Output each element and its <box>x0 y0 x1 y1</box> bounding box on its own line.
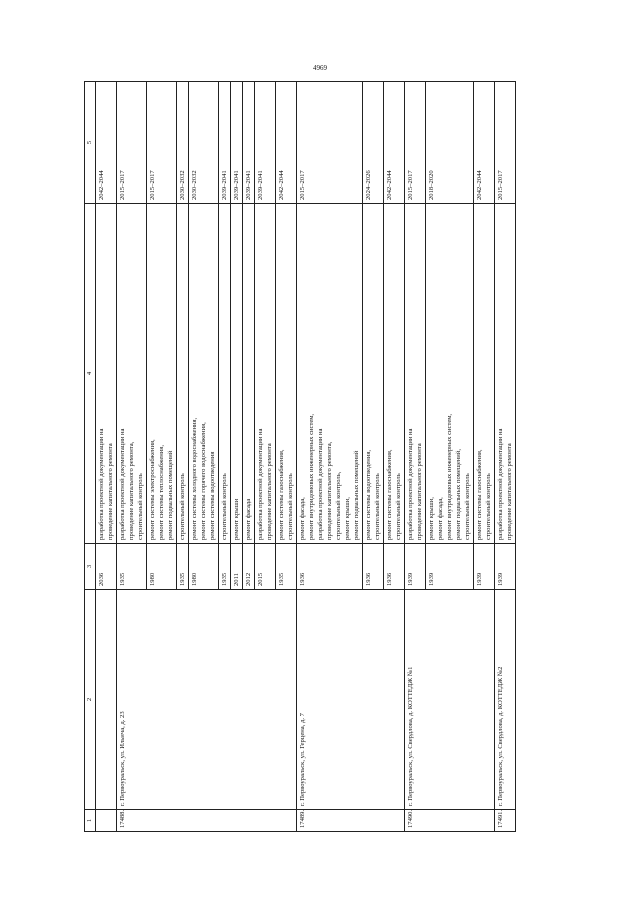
house-number-cell <box>384 810 405 832</box>
address-cell <box>255 590 276 810</box>
period-cell: 2024–2026 <box>363 82 384 204</box>
period-cell: 2042–2044 <box>384 82 405 204</box>
year-cell: 1936 <box>297 544 363 590</box>
column-header: 5 <box>85 82 96 204</box>
year-cell: 2012 <box>243 544 255 590</box>
works-cell <box>219 204 231 544</box>
period-cell: 2018–2020 <box>426 82 474 204</box>
address-cell: г. Первоуральск, ул. Ильича, д. 23 <box>117 590 147 810</box>
address-cell <box>243 590 255 810</box>
period-cell: 2039–2041 <box>219 82 231 204</box>
table-row <box>177 82 189 832</box>
work-item: ремонт крыши, <box>428 497 435 540</box>
table-body <box>96 82 516 832</box>
table-row <box>297 82 363 832</box>
work-item: ремонт системы холодного водоснабжения, <box>191 417 198 540</box>
work-item: ремонт системы водоотведения, <box>365 449 372 540</box>
work-item: ремонт подвальных помещений <box>353 450 360 540</box>
work-item: ремонт подвальных помещений <box>167 450 174 540</box>
house-number-cell <box>363 810 384 832</box>
period-cell: 2015–2017 <box>117 82 147 204</box>
works-cell <box>384 204 405 544</box>
work-item: строительный контроль <box>485 473 492 540</box>
period-cell: 2042–2044 <box>96 82 117 204</box>
house-number-cell <box>474 810 495 832</box>
table-row <box>147 82 177 832</box>
period-cell: 2042–2044 <box>474 82 495 204</box>
work-item: ремонт системы горячего водоснабжения, <box>200 422 207 540</box>
work-item: разработка проектной документации на <box>257 428 264 540</box>
house-number-cell <box>96 810 117 832</box>
house-number-cell: 17490. <box>405 810 426 832</box>
works-cell <box>231 204 243 544</box>
table-row <box>96 82 117 832</box>
house-number-cell <box>219 810 231 832</box>
work-item: ремонт системы теплоснабжения, <box>158 445 165 540</box>
address-cell <box>147 590 177 810</box>
work-item: проведение капитального ремонта <box>416 443 423 540</box>
table-row <box>243 82 255 832</box>
table-row <box>474 82 495 832</box>
table-row <box>426 82 474 832</box>
address-cell <box>177 590 189 810</box>
table-row <box>276 82 297 832</box>
table-row <box>189 82 219 832</box>
table-row <box>495 82 516 832</box>
works-cell <box>474 204 495 544</box>
year-cell: 2011 <box>231 544 243 590</box>
period-cell: 2015–2017 <box>495 82 516 204</box>
work-item: разработка проектной документации на <box>497 428 504 540</box>
year-cell: 1939 <box>474 544 495 590</box>
work-item: ремонт системы электроснабжения, <box>149 439 156 540</box>
house-number-cell <box>147 810 177 832</box>
work-item: строительный контроль <box>395 473 402 540</box>
year-cell: 1939 <box>426 544 474 590</box>
work-item: строительный контроль, <box>335 471 342 540</box>
address-cell: г. Первоуральск, ул. Свердлова, д. КОТТЕДЖ №1 <box>405 590 426 810</box>
table-row <box>384 82 405 832</box>
work-item: строительный контроль <box>374 473 381 540</box>
work-item: проведение капитального ремонта <box>107 443 114 540</box>
period-cell: 2039–2041 <box>255 82 276 204</box>
work-item: ремонт системы газоснабжения, <box>278 449 285 540</box>
work-item: проведение капитального ремонта <box>266 443 273 540</box>
year-cell: 2036 <box>96 544 117 590</box>
house-number-cell <box>189 810 219 832</box>
period-cell: 2039–2041 <box>231 82 243 204</box>
year-cell: 1936 <box>384 544 405 590</box>
works-cell <box>96 204 117 544</box>
address-cell <box>474 590 495 810</box>
repair-schedule-table <box>84 81 516 832</box>
address-cell <box>231 590 243 810</box>
year-cell: 1935 <box>117 544 147 590</box>
table-header-row <box>85 82 96 832</box>
works-cell <box>147 204 177 544</box>
period-cell: 2030–2032 <box>189 82 219 204</box>
work-item: строительный контроль <box>137 473 144 540</box>
address-cell <box>426 590 474 810</box>
works-cell <box>243 204 255 544</box>
work-item: проведение капитального ремонта, <box>326 441 333 540</box>
table-row <box>255 82 276 832</box>
address-cell: г. Первоуральск, ул. Свердлова, д. КОТТЕДЖ №2 <box>495 590 516 810</box>
works-cell <box>426 204 474 544</box>
table-row <box>363 82 384 832</box>
address-cell <box>384 590 405 810</box>
year-cell: 2015 <box>255 544 276 590</box>
year-cell: 1935 <box>276 544 297 590</box>
work-item: проведение капитального ремонта <box>506 443 513 540</box>
works-cell <box>276 204 297 544</box>
address-cell <box>219 590 231 810</box>
house-number-cell <box>276 810 297 832</box>
table-row <box>117 82 147 832</box>
table-row <box>231 82 243 832</box>
page-number: 4969 <box>313 64 327 72</box>
year-cell: 1936 <box>363 544 384 590</box>
works-cell <box>177 204 189 544</box>
address-cell <box>96 590 117 810</box>
work-item: проведение капитального ремонта, <box>128 441 135 540</box>
address-cell: г. Первоуральск, ул. Герцена, д. 7 <box>297 590 363 810</box>
work-item: разработка проектной документации на <box>119 428 126 540</box>
work-item: строительный контроль <box>287 473 294 540</box>
work-item: разработка проектной документации на <box>317 428 324 540</box>
address-cell <box>363 590 384 810</box>
period-cell: 2015–2017 <box>405 82 426 204</box>
work-item: разработка проектной документации на <box>98 428 105 540</box>
work-item: ремонт фасада <box>245 498 252 540</box>
table-row <box>219 82 231 832</box>
year-cell: 1980 <box>189 544 219 590</box>
works-cell <box>363 204 384 544</box>
work-item: ремонт фасада, <box>299 497 306 540</box>
work-item: строительный контроль <box>179 473 186 540</box>
work-item: ремонт крыши <box>233 498 240 540</box>
work-item: строительный контроль <box>464 473 471 540</box>
column-header: 3 <box>85 544 96 590</box>
work-item: строительный контроль <box>221 473 228 540</box>
work-item: ремонт внутридомовых инженерных систем, <box>308 413 315 540</box>
period-cell: 2039–2041 <box>243 82 255 204</box>
table-row <box>405 82 426 832</box>
house-number-cell <box>426 810 474 832</box>
house-number-cell: 17489. <box>297 810 363 832</box>
year-cell: 1939 <box>405 544 426 590</box>
work-item: ремонт крыши, <box>344 497 351 540</box>
work-item: ремонт подвальных помещений, <box>455 449 462 540</box>
year-cell: 1935 <box>177 544 189 590</box>
period-cell: 2030–2032 <box>177 82 189 204</box>
year-cell: 1980 <box>147 544 177 590</box>
period-cell: 2015–2017 <box>147 82 177 204</box>
works-cell <box>117 204 147 544</box>
work-item: разработка проектной документации на <box>407 428 414 540</box>
work-item: ремонт системы водоотведения <box>209 451 216 540</box>
house-number-cell <box>231 810 243 832</box>
period-cell: 2042–2044 <box>276 82 297 204</box>
house-number-cell <box>243 810 255 832</box>
period-cell: 2015–2017 <box>297 82 363 204</box>
work-item: ремонт системы газоснабжения, <box>386 449 393 540</box>
year-cell: 1935 <box>219 544 231 590</box>
house-number-cell <box>177 810 189 832</box>
rotated-table-frame <box>84 82 560 832</box>
works-cell <box>189 204 219 544</box>
works-cell <box>405 204 426 544</box>
column-header: 4 <box>85 204 96 544</box>
column-header: 1 <box>85 810 96 832</box>
works-cell <box>297 204 363 544</box>
house-number-cell: 17491. <box>495 810 516 832</box>
address-cell <box>189 590 219 810</box>
house-number-cell: 17488. <box>117 810 147 832</box>
work-item: ремонт фасада, <box>437 497 444 540</box>
column-header: 2 <box>85 590 96 810</box>
house-number-cell <box>255 810 276 832</box>
work-item: ремонт системы газоснабжения, <box>476 449 483 540</box>
address-cell <box>276 590 297 810</box>
work-item: ремонт внутридомовых инженерных систем, <box>446 413 453 540</box>
works-cell <box>255 204 276 544</box>
works-cell <box>495 204 516 544</box>
year-cell: 1939 <box>495 544 516 590</box>
